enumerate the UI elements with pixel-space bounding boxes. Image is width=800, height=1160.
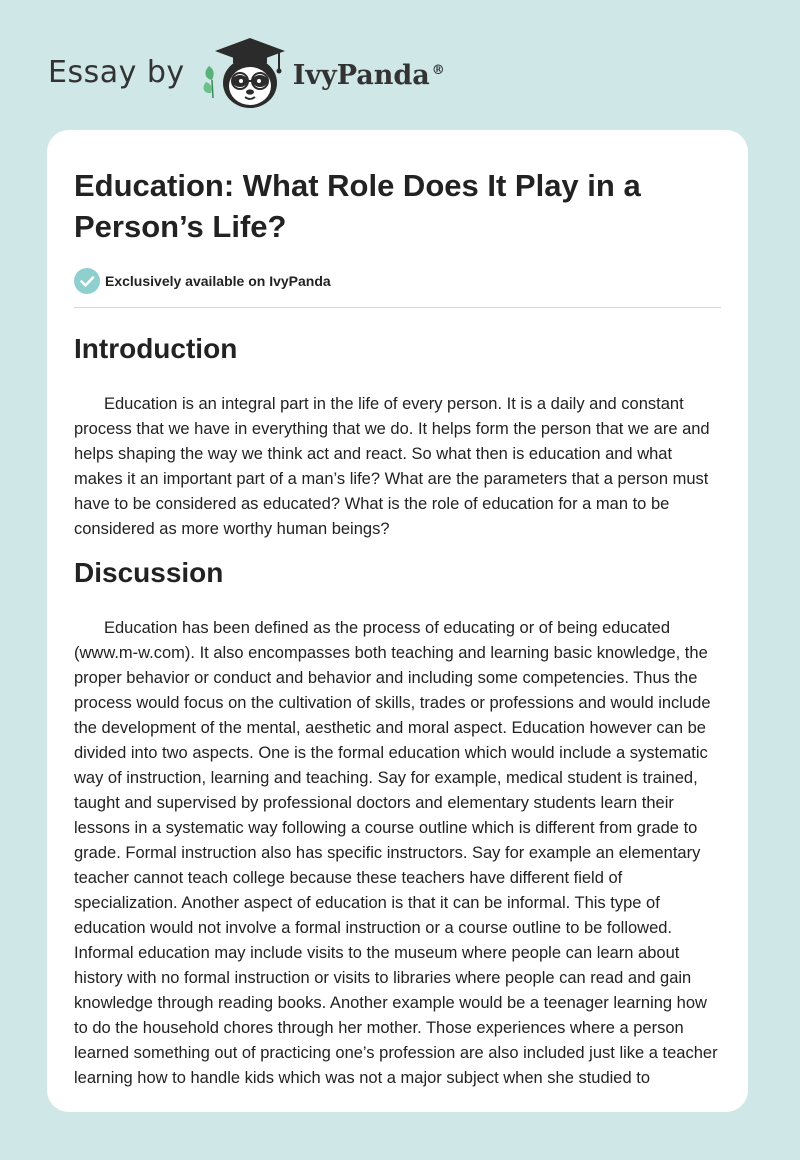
- title-divider: [74, 307, 721, 308]
- introduction-paragraph: Education is an integral part in the life of every person. It is a daily and constant process that we have in everything that we do. It helps form the person that we are and helps shaping the way we think act and react. So what then is education and what makes it an important part of a man’s life? What are the parameters that a person must have to be considered as educated? What is the role of education for a man to be considered as more worthy human beings?: [74, 395, 710, 538]
- brand-name: IvyPanda ®: [292, 59, 445, 91]
- exclusive-badge: [74, 267, 721, 295]
- essay-card: [47, 130, 748, 1112]
- section-heading-introduction: Introduction: [74, 333, 238, 364]
- section-heading-discussion: Discussion: [74, 557, 224, 588]
- page-title: Education: What Role Does It Play in a Person’s Life?: [74, 168, 641, 244]
- discussion-section: [74, 556, 721, 1091]
- registered-mark: ®: [431, 62, 445, 78]
- check-icon: [74, 268, 100, 294]
- introduction-section: [74, 332, 721, 542]
- site-brand[interactable]: [48, 32, 445, 112]
- brand-prefix: Essay by: [48, 54, 185, 90]
- discussion-paragraph: Education has been defined as the process of educating or of being educated (www.m-w.com). It also encompasses both teaching and learning basic knowledge, the proper behavior or conduct and behavior and including some competencies. Thus the process would focus on the cultivation of skills, trades or professions and would include the development of the mental, aesthetic and moral aspect. Education however can be divided into two aspects. One is the formal education which would include a systematic way of instruction, learning and teaching. Say for example, medical student is trained, taught and supervised by professional doctors and elementary students learn their lessons in a systematic way following a course outline which is different from grade to grade. Formal instruction also has specific instructors. Say for example an elementary teacher cannot teach college because these teachers have different field of specialization. Another aspect of education is that it can be informal. This type of education would not involve a formal instruction or a course outline to be followed. Informal education may include visits to the museum where people can learn about history with no formal instruction or visits to libraries where people can read and gain knowledge through reading books. Another example would be a teenager learning how to do the household chores through her mother. Those experiences where a person learned something out of practicing one’s profession are also included just like a teacher learning how to handle kids which was not a major subject when she studied to: [74, 619, 718, 1087]
- exclusive-label: Exclusively available on IvyPanda: [105, 273, 331, 289]
- panda-graduate-logo-icon: [201, 32, 291, 112]
